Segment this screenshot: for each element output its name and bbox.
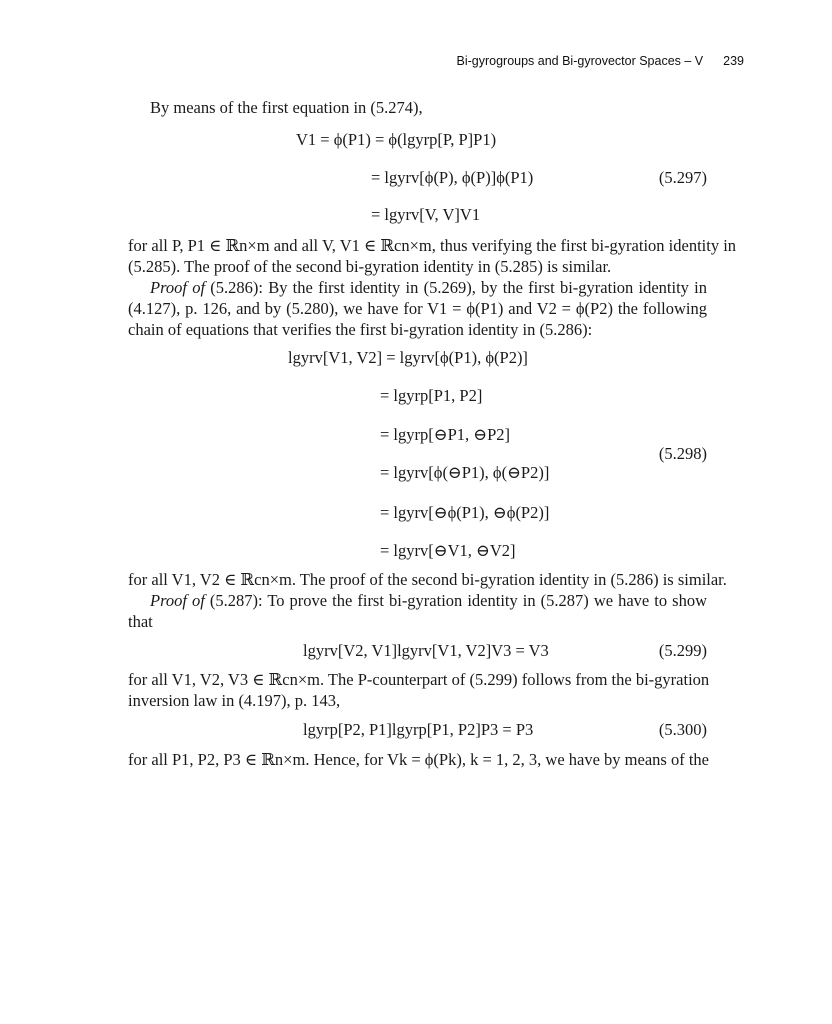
equation-number: (5.297) bbox=[658, 168, 707, 187]
equation-line: lgyrp[P2, P1]lgyrp[P1, P2]P3 = P3 bbox=[303, 720, 534, 739]
text-line: that bbox=[128, 612, 153, 631]
equation-line: = lgyrv[ϕ(P), ϕ(P)]ϕ(P1) bbox=[371, 168, 534, 187]
text-line: for all P, P1 ∈ ℝn×m and all V, V1 ∈ ℝcn×m, thus verifying the first bi-gyration identity in bbox=[128, 236, 737, 255]
proof-label: Proof of bbox=[150, 278, 206, 297]
text-line: (4.127), p. 126, and by (5.280), we have for V1 = ϕ(P1) and V2 = ϕ(P2) the following bbox=[128, 299, 707, 318]
text-line: (5.285). The proof of the second bi-gyration identity in (5.285) is similar. bbox=[128, 257, 612, 276]
text-line: for all V1, V2, V3 ∈ ℝcn×m. The P-counterpart of (5.299) follows from the bi-gyration bbox=[128, 670, 710, 689]
equation-line: = lgyrv[V, V]V1 bbox=[371, 205, 481, 224]
running-header bbox=[456, 54, 744, 68]
equation-number: (5.298) bbox=[658, 444, 707, 463]
text-line: inversion law in (4.197), p. 143, bbox=[128, 691, 341, 710]
text-line: By means of the first equation in (5.274), bbox=[150, 98, 423, 117]
text-line: for all V1, V2 ∈ ℝcn×m. The proof of the second bi-gyration identity in (5.286) is similar. bbox=[128, 570, 727, 589]
text-line: Proof of (5.287): To prove the first bi-gyration identity in (5.287) we have to show bbox=[150, 591, 707, 610]
text-line: Proof of (5.286): By the first identity in (5.269), by the first bi-gyration identity in bbox=[150, 278, 707, 297]
equation-line: V1 = ϕ(P1) = ϕ(lgyrp[P, P]P1) bbox=[296, 130, 497, 149]
equation-line: = lgyrv[⊖V1, ⊖V2] bbox=[380, 541, 516, 560]
equation-line: = lgyrv[⊖ϕ(P1), ⊖ϕ(P2)] bbox=[380, 503, 550, 522]
equation-line: = lgyrp[P1, P2] bbox=[380, 386, 483, 405]
equation-line: lgyrv[V2, V1]lgyrv[V1, V2]V3 = V3 bbox=[303, 641, 549, 660]
text-line: for all P1, P2, P3 ∈ ℝn×m. Hence, for Vk = ϕ(Pk), k = 1, 2, 3, we have by means of the bbox=[128, 750, 709, 769]
text-line: chain of equations that verifies the first bi-gyration identity in (5.286): bbox=[128, 320, 593, 339]
running-title: Bi-gyrogroups and Bi-gyrovector Spaces – V bbox=[456, 54, 704, 68]
equation-number: (5.299) bbox=[658, 641, 707, 660]
equation-line: lgyrv[V1, V2] = lgyrv[ϕ(P1), ϕ(P2)] bbox=[288, 348, 528, 367]
equation-line: = lgyrp[⊖P1, ⊖P2] bbox=[380, 425, 511, 444]
page-number: 239 bbox=[723, 54, 744, 68]
equation-line: = lgyrv[ϕ(⊖P1), ϕ(⊖P2)] bbox=[380, 463, 550, 482]
equation-number: (5.300) bbox=[658, 720, 707, 739]
proof-label: Proof of bbox=[150, 591, 205, 610]
